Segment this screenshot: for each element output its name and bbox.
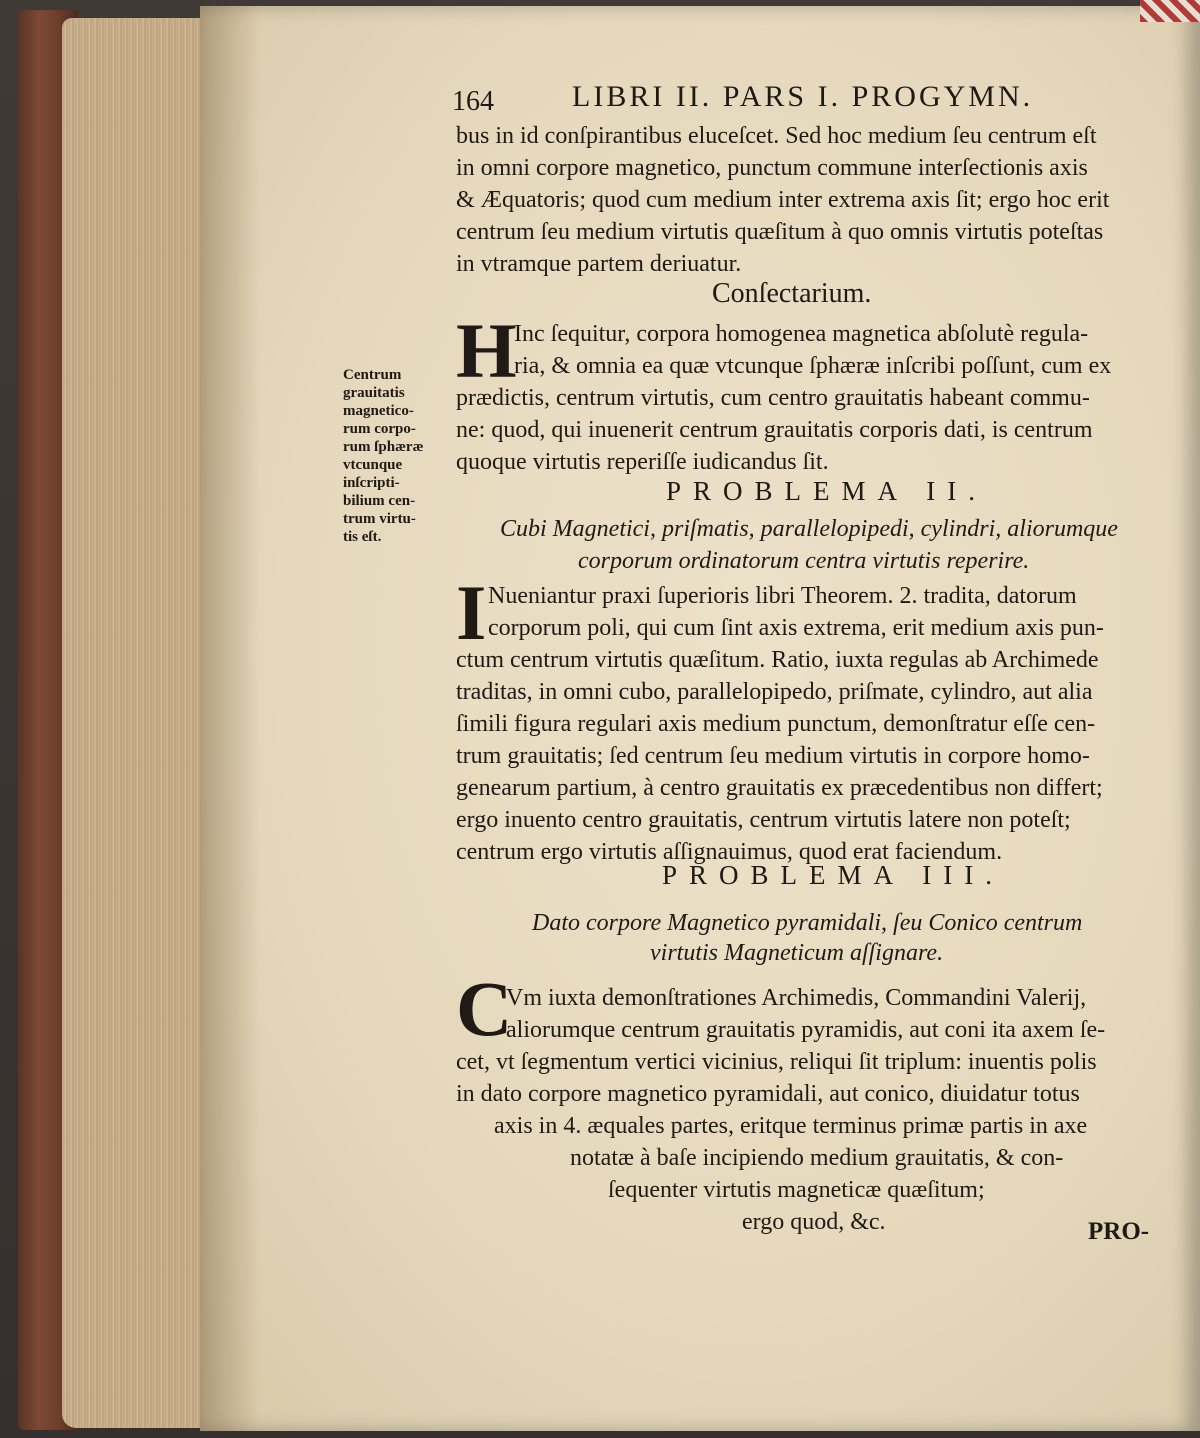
margin-note-line: trum virtu- [343,511,416,527]
text-line: Vm iuxta demonſtrationes Archimedis, Commandini Valerij, [506,985,1087,1011]
text-line: in dato corpore magnetico pyramidali, aut conico, diuidatur totus [456,1081,1080,1107]
text-line: ria, & omnia ea quæ vtcunque ſphæræ inſcribi poſſunt, cum ex [514,353,1112,379]
text-line: in vtramque partem deriuatur. [456,251,742,277]
margin-note-line: inſcripti- [343,475,400,491]
page-edges [62,18,222,1428]
margin-note-line: grauitatis [343,385,405,401]
text-line: traditas, in omni cubo, parallelopipedo, priſmate, cylindro, aut alia [456,679,1093,705]
text-line: corporum poli, qui cum ſint axis extrema, erit medium axis pun- [488,615,1104,641]
running-header-title: LIBRI II. PARS I. PROGYMN. [572,80,1034,113]
problem-subtitle-line: corporum ordinatorum centra virtutis reperire. [578,548,1030,574]
text-line: axis in 4. æquales partes, eritque terminus primæ partis in axe [494,1113,1088,1139]
text-line: Nueniantur praxi ſuperioris libri Theorem. 2. tradita, datorum [488,583,1077,609]
text-line: cet, vt ſegmentum vertici vicinius, reliqui ſit triplum: inuentis polis [456,1049,1097,1075]
text-line: ctum centrum virtutis quæſitum. Ratio, iuxta regulas ab Archimede [456,647,1099,673]
margin-note-line: rum ſphæræ [343,439,424,455]
text-line: prædictis, centrum virtutis, cum centro grauitatis habeant commu- [456,385,1090,411]
problem-subtitle-line: Cubi Magnetici, priſmatis, parallelopipedi, cylindri, aliorumque [500,516,1118,542]
text-line: ergo inuento centro grauitatis, centrum virtutis latere non poteſt; [456,807,1071,833]
text-line: ergo quod, &c. [742,1209,886,1235]
page-gutter-shadow [200,6,260,1431]
margin-note-line: magnetico- [343,403,414,419]
catchword: PRO- [1088,1218,1150,1245]
margin-note-line: bilium cen- [343,493,416,509]
text-line: ſequenter virtutis magneticæ quæſitum; [608,1177,985,1203]
problem-subtitle-line: Dato corpore Magnetico pyramidali, ſeu Conico centrum [532,910,1083,936]
drop-cap: I [456,569,487,656]
text-line: centrum ergo virtutis aſſignauimus, quod erat faciendum. [456,839,1003,865]
text-line: notatæ à baſe incipiendo medium grauitatis, & con- [570,1145,1064,1171]
text-line: centrum ſeu medium virtutis quæſitum à quo omnis virtutis poteſtas [456,219,1104,245]
section-heading-consectarium: Conſectarium. [712,278,872,309]
margin-note-line: tis eſt. [343,529,382,545]
text-line: & Æquatoris; quod cum medium inter extrema axis ſit; ergo hoc erit [456,187,1110,213]
text-line: Inc ſequitur, corpora homogenea magnetica abſolutè regula- [514,321,1089,347]
text-line: ne: quod, qui inuenerit centrum grauitatis corporis dati, is centrum [456,417,1093,443]
text-line: genearum partium, à centro grauitatis ex præcedentibus non differt; [456,775,1103,801]
bookmark-ribbon [1140,0,1200,22]
margin-note-line: vtcunque [343,457,403,473]
page-number: 164 [452,86,494,117]
problem-subtitle-line: virtutis Magneticum aſſignare. [650,940,944,966]
text-line: bus in id conſpirantibus eluceſcet. Sed hoc medium ſeu centrum eſt [456,123,1097,149]
drop-cap: H [456,307,517,394]
text-line: quoque virtutis reperiſſe iudicandus ſit. [456,449,829,475]
text-line: trum grauitatis; ſed centrum ſeu medium virtutis in corpore homo- [456,743,1090,769]
section-heading-problema-2: PROBLEMA II. [666,476,988,506]
section-heading-problema-3: PROBLEMA III. [662,860,1005,890]
text-line: in omni corpore magnetico, punctum commune interſectionis axis [456,155,1088,181]
margin-note-line: rum corpo- [343,421,416,437]
drop-cap: C [456,965,513,1052]
text-line: aliorumque centrum grauitatis pyramidis, aut coni ita axem ſe- [506,1017,1106,1043]
text-line: ſimili figura regulari axis medium punctum, demonſtratur eſſe cen- [456,711,1096,737]
margin-note-line: Centrum [343,367,402,383]
